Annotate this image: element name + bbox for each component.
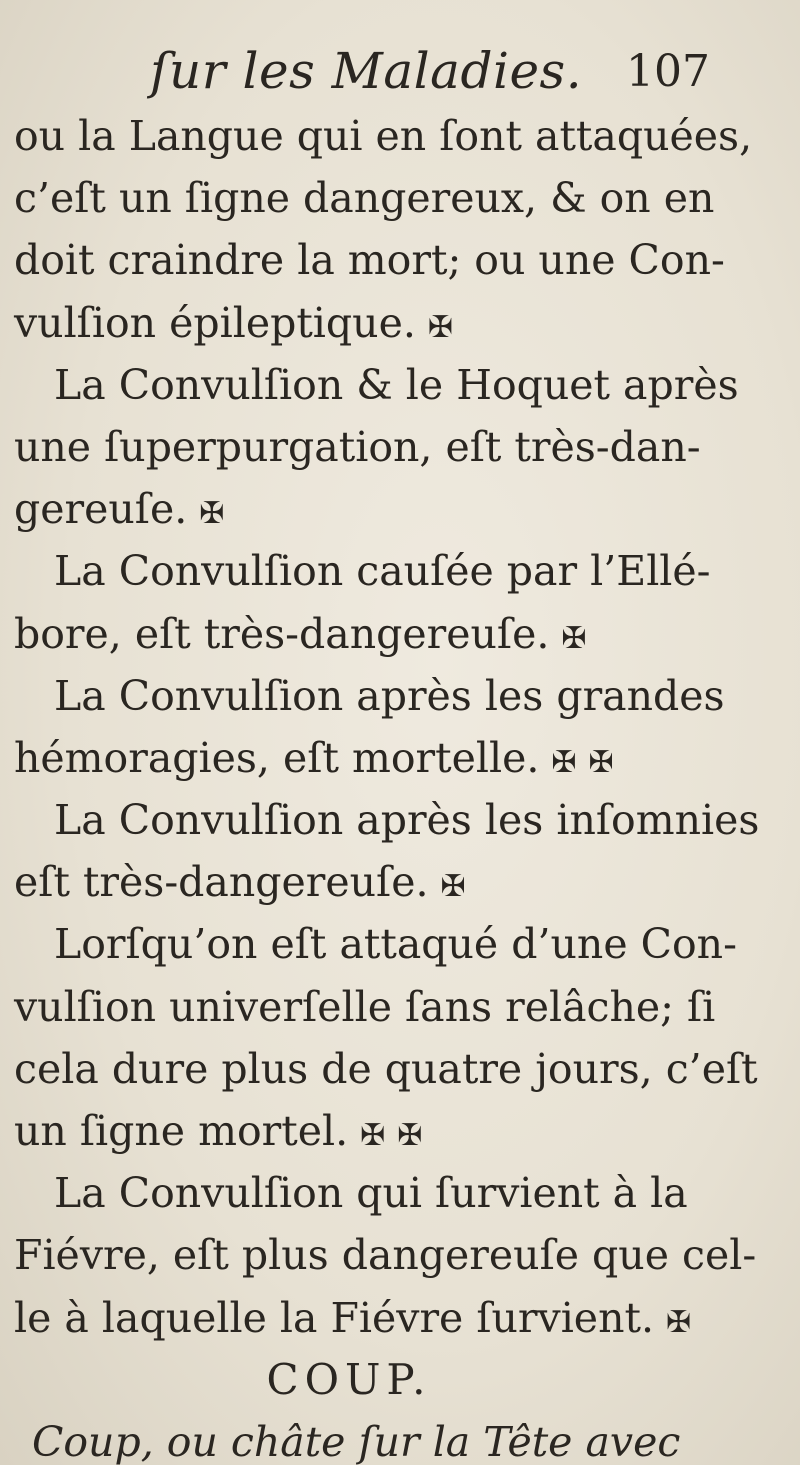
body-text (14, 105, 794, 1465)
text-line (14, 1287, 794, 1349)
text-line-content: gereuſe. (14, 485, 188, 534)
cross-ornament-icon: ✠ (360, 1118, 386, 1153)
text-line-content: eſt très-dangereuſe. (14, 858, 429, 907)
text-line (14, 727, 794, 789)
text-line-content: vulſion épileptique. (14, 298, 416, 347)
cross-ornament-icon: ✠ (561, 620, 587, 656)
text-line: Lorſqu’on eſt attaqué d’une Con- (54, 920, 737, 969)
text-line: Fiévre, eſt plus dangereuſe que cel- (14, 1231, 757, 1280)
section-heading: COUP. (266, 1354, 432, 1404)
text-line-content: le à laquelle la Fiévre ſurvient. (14, 1293, 654, 1342)
text-line-content: bore, eſt très-dangereuſe. (14, 609, 550, 658)
text-line (14, 292, 794, 354)
text-line: vulſion univerſelle ſans relâche; ſi (14, 982, 716, 1031)
cross-ornament-icon: ✠ (551, 744, 577, 780)
text-line: La Convulſion & le Hoquet après (54, 360, 739, 409)
cross-ornament-icon: ✠ (199, 496, 225, 532)
text-line (14, 851, 794, 913)
text-line (14, 603, 794, 665)
text-line: une ſuperpurgation, eſt très-dan- (14, 422, 701, 471)
text-line: cela dure plus de quatre jours, c’eſt (14, 1044, 758, 1093)
text-line: La Convulſion après les grandes (54, 671, 725, 720)
text-line: La Convulſion qui ſurvient à la (54, 1169, 688, 1218)
text-line: Coup, ou châte ſur la Tête avec (32, 1417, 681, 1465)
text-line (14, 478, 794, 540)
text-line-content: un ſigne mortel. (14, 1107, 349, 1155)
text-line: ou la Langue qui en ſont attaquées, (14, 112, 753, 160)
cross-ornament-icon: ✠ (588, 744, 614, 780)
page-number: 107 (626, 46, 710, 97)
text-line-content: hémoragies, eſt mortelle. (14, 733, 540, 782)
text-line: La Convulſion après les inſomnies (54, 796, 760, 845)
cross-ornament-icon: ✠ (440, 869, 466, 905)
cross-ornament-icon: ✠ (397, 1118, 423, 1153)
text-line (14, 1100, 794, 1162)
cross-ornament-icon: ✠ (427, 309, 454, 345)
text-line: doit craindre la mort; ou une Con- (14, 236, 725, 285)
text-line: La Convulſion cauſée par l’Ellé- (54, 547, 711, 596)
running-title: ſur les Maladies. (150, 42, 583, 100)
page-header (150, 42, 710, 102)
cross-ornament-icon: ✠ (665, 1304, 692, 1340)
text-line: c’eſt un ſigne dangereux, & on en (14, 174, 715, 223)
